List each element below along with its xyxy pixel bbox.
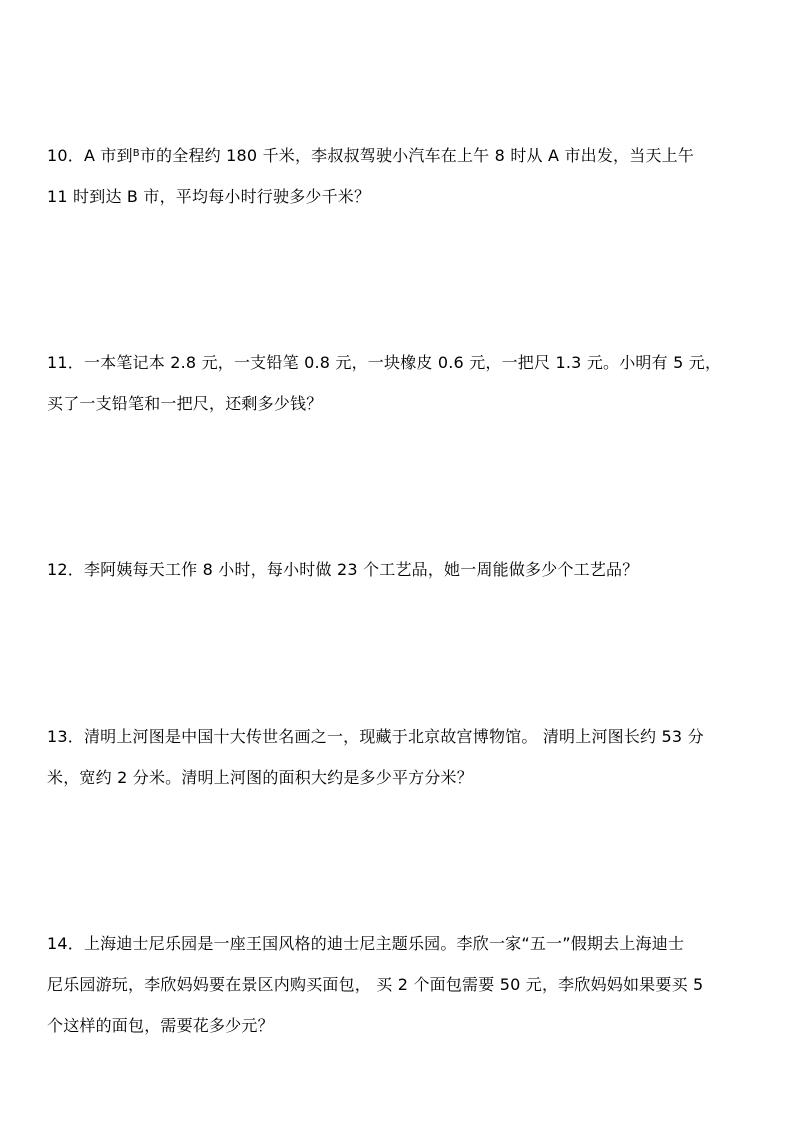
problem-line: 买了一支铅笔和一把尺，还剩多少钱？	[47, 394, 323, 413]
problem-text: 10．A 市到	[47, 146, 133, 165]
problem-14	[47, 923, 747, 1046]
problem-text: 市的全程约 180 千米，李叔叔驾驶小汽车在上午 8 时从 A 市出发，当天上午	[139, 146, 695, 165]
problem-11	[47, 342, 747, 424]
superscript-label: B	[132, 148, 140, 159]
problem-line: 14．上海迪士尼乐园是一座王国风格的迪士尼主题乐园。李欣一家“五一”假期去上海迪士	[47, 934, 685, 953]
problem-line: 11 时到达 B 市，平均每小时行驶多少千米？	[47, 187, 371, 206]
problem-line: 尼乐园游玩，李欣妈妈要在景区内购买面包， 买 2 个面包需要 50 元，李欣妈妈如果要买 5	[47, 975, 704, 994]
problem-13	[47, 716, 747, 798]
problem-12	[47, 549, 747, 590]
problem-line: 个这样的面包，需要花多少元？	[47, 1016, 274, 1035]
problem-line: 13．清明上河图是中国十大传世名画之一，现藏于北京故宫博物馆。 清明上河图长约 53 分	[47, 727, 704, 746]
problem-10	[47, 133, 747, 217]
problem-line	[47, 133, 747, 176]
problem-line: 米，宽约 2 分米。清明上河图的面积大约是多少平方分米？	[47, 768, 473, 787]
problem-line: 11．一本笔记本 2.8 元，一支铅笔 0.8 元，一块橡皮 0.6 元，一把尺 1.3 元。小明有 5 元，	[47, 353, 722, 372]
problem-line: 12．李阿姨每天工作 8 小时，每小时做 23 个工艺品，她一周能做多少个工艺品？	[47, 560, 639, 579]
